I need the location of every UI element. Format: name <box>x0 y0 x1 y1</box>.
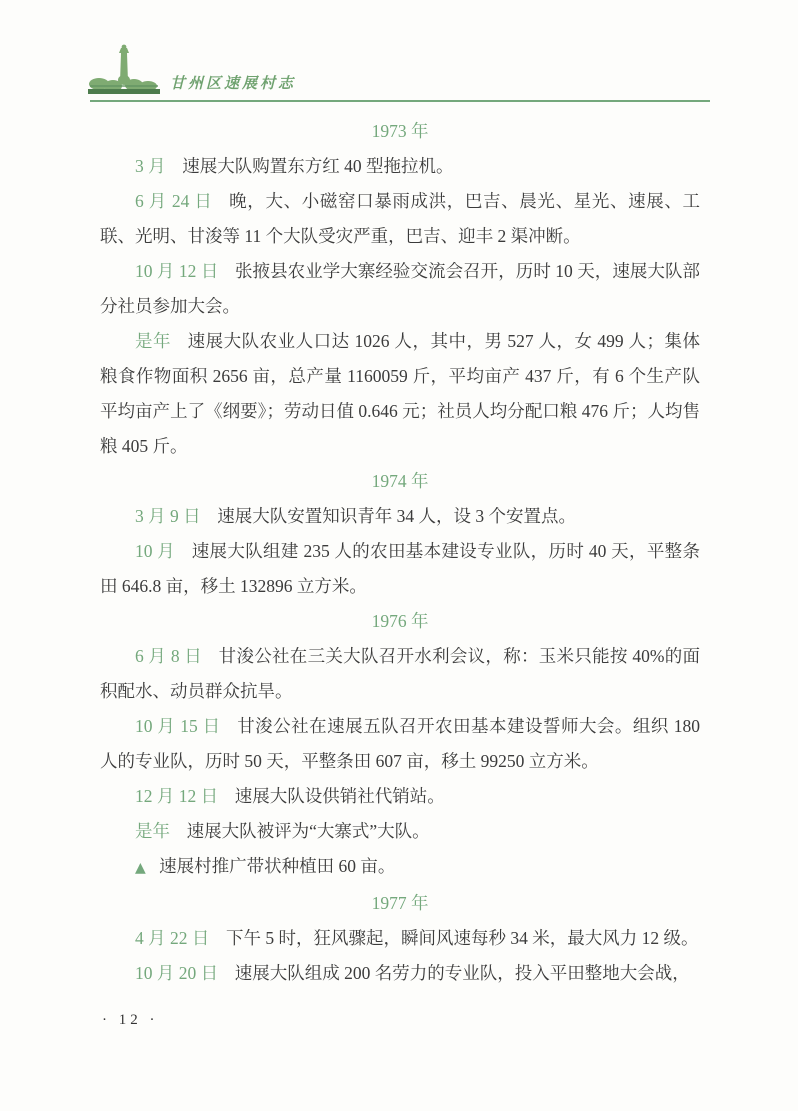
chronicle-content <box>100 114 700 991</box>
entry-text: 速展村推广带状种植田 60 亩。 <box>159 856 396 876</box>
entry-text: 甘浚公社在三关大队召开水利会议，称：玉米只能按 40%的面积配水、动员群众抗旱。 <box>100 646 701 701</box>
chronicle-entry <box>100 639 700 709</box>
entry-text: 下午 5 时，狂风骤起，瞬间风速每秒 34 米，最大风力 12 级。 <box>226 928 699 948</box>
triangle-marker-icon: ▲ <box>135 860 146 876</box>
brand <box>88 44 296 96</box>
entry-text: 晚，大、小磁窑口暴雨成洪，巴吉、晨光、星光、速展、工联、光明、甘浚等 11 个大队受灾严重，巴吉、迎丰 2 渠冲断。 <box>100 191 701 246</box>
chronicle-entry <box>100 709 700 779</box>
entry-date: 10 月 12 日 <box>135 261 219 281</box>
entry-date: 3 月 <box>135 156 166 176</box>
chronicle-entry <box>100 499 700 534</box>
page-number: · 12 · <box>102 1012 159 1028</box>
village-tower-logo-icon <box>88 44 160 96</box>
chronicle-entry <box>100 184 700 254</box>
year-heading-1973: 1973 年 <box>371 121 429 141</box>
entry-text: 张掖县农业学大寨经验交流会召开，历时 10 天，速展大队部分社员参加大会。 <box>100 261 701 316</box>
entry-date: 6 月 8 日 <box>135 646 203 666</box>
entry-text: 速展大队农业人口达 1026 人，其中，男 527 人，女 499 人；集体粮食作物面积 2656 亩，总产量 1160059 斤，平均亩产 437 斤，有 6 个生产队平均亩产上了《纲要》；劳动日值 0.646 元；社员人均分配口粮 476 斤；人均售粮 405 斤。 <box>100 331 701 456</box>
entry-date: 10 月 20 日 <box>135 963 219 983</box>
page-footer <box>102 1012 159 1029</box>
entry-date: 是年 <box>135 821 170 841</box>
entry-text: 速展大队被评为“大寨式”大队。 <box>186 821 430 841</box>
entry-text: 速展大队购置东方红 40 型拖拉机。 <box>182 156 454 176</box>
year-heading-1974: 1974 年 <box>371 471 429 491</box>
entry-date: 10 月 <box>135 541 176 561</box>
entry-date: 是年 <box>135 331 172 351</box>
chronicle-entry <box>100 849 700 886</box>
chronicle-entry <box>100 534 700 604</box>
entry-date: 3 月 9 日 <box>135 506 201 526</box>
chronicle-entry <box>100 814 700 849</box>
entry-date: 10 月 15 日 <box>135 716 221 736</box>
chronicle-entry <box>100 149 700 184</box>
year-heading-1976: 1976 年 <box>371 611 429 631</box>
entry-text: 速展大队组成 200 名劳力的专业队，投入平田整地大会战， <box>234 963 690 983</box>
chronicle-entry <box>100 921 700 956</box>
chronicle-entry <box>100 779 700 814</box>
entry-text: 速展大队安置知识青年 34 人，设 3 个安置点。 <box>217 506 576 526</box>
entry-text: 速展大队设供销社代销站。 <box>234 786 445 806</box>
chronicle-entry <box>100 254 700 324</box>
year-heading-1977: 1977 年 <box>371 893 429 913</box>
chronicle-entry <box>100 956 700 991</box>
entry-date: 12 月 12 日 <box>135 786 219 806</box>
header-divider <box>90 100 710 102</box>
entry-text: 速展大队组建 235 人的农田基本建设专业队，历时 40 天，平整条田 646.8 亩，移土 132896 立方米。 <box>100 541 701 596</box>
entry-date: 4 月 22 日 <box>135 928 210 948</box>
entry-text: 甘浚公社在速展五队召开农田基本建设誓师大会。组织 180 人的专业队，历时 50 天，平整条田 607 亩，移土 99250 立方米。 <box>100 716 700 771</box>
book-title: 甘州区速展村志 <box>170 76 297 92</box>
entry-date: 6 月 24 日 <box>135 191 213 211</box>
chronicle-entry <box>100 324 700 464</box>
